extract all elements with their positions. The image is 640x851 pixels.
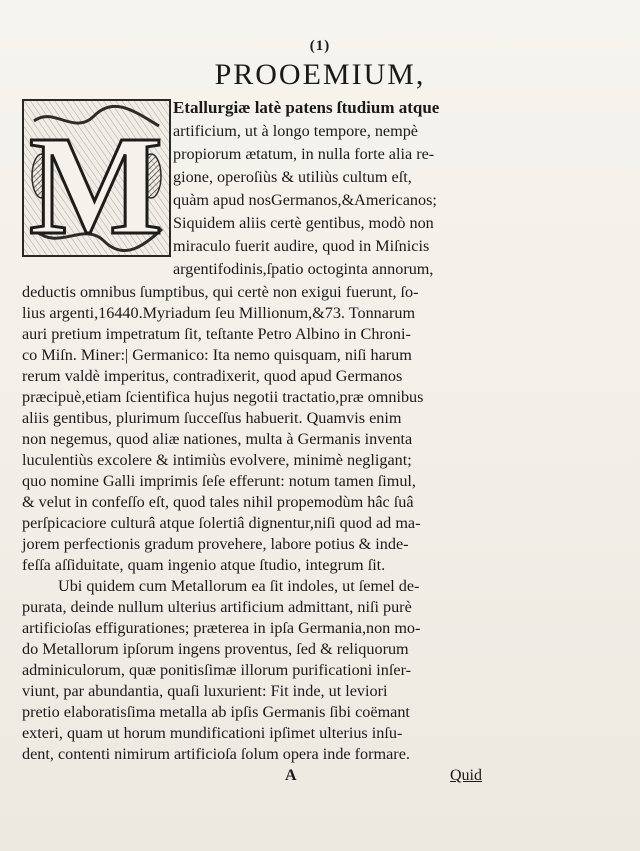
text-line: do Metallorum ipſorum ingens proventus, ſed & reliquorum bbox=[22, 640, 409, 658]
text-line: non negemus, quod aliæ nationes, multa à Germanis inventa bbox=[22, 430, 413, 448]
text-line: artificioſas effigurationes; præterea in ipſa Germania,non mo- bbox=[22, 619, 421, 637]
text-line: quàm apud nosGermanos,&Americanos; bbox=[173, 191, 437, 209]
text-line: aliis gentibus, plurimum ſucceſſus habuerit. Quamvis enim bbox=[22, 409, 402, 427]
page-number: (1) bbox=[309, 38, 331, 54]
text-line: dent, contenti nimirum artificioſa ſolum opera inde formare. bbox=[22, 745, 410, 763]
text-line: adminiculorum, quæ ponitisſimæ illorum purificationi inſer- bbox=[22, 661, 412, 679]
text-line: rerum valdè imperitus, contradixerit, quod apud Germanos bbox=[22, 367, 403, 385]
initial-ornament-graphic bbox=[24, 101, 169, 255]
text-line: artificium, ut à longo tempore, nempè bbox=[173, 122, 418, 140]
text-line: argentifodinis,ſpatio octoginta annorum, bbox=[173, 260, 434, 278]
text-line: jorem perfectionis gradum provehere, labore potius & inde- bbox=[22, 535, 409, 553]
text-line: deductis omnibus ſumptibus, qui certè non exigui fuerunt, ſo- bbox=[22, 283, 419, 301]
text-line: exteri, quam ut horum mundificationi ipſimet ulterius inſu- bbox=[22, 724, 403, 742]
text-line: Etallurgiæ latè patens ſtudium atque bbox=[173, 98, 440, 117]
text-line: propiorum ætatum, in nulla forte alia re- bbox=[173, 145, 435, 163]
signature-mark: A bbox=[285, 767, 297, 784]
page-title: PROOEMIUM, bbox=[214, 58, 426, 91]
text-line: quo nomine Galli imprimis ſeſe efferunt: notum tamen ſimul, bbox=[22, 472, 416, 490]
text-line: & velut in confeſſo eſt, quod tales nihil propemodùm hâc ſuâ bbox=[22, 493, 414, 511]
text-line: purata, deinde nullum ulterius artificium admittant, niſi purè bbox=[22, 598, 412, 616]
text-line: miraculo fuerit audire, quod in Miſnicis bbox=[173, 237, 430, 255]
text-line: gione, operoſiùs & utiliùs cultum eſt, bbox=[173, 168, 412, 186]
text-line: lius argenti,16440.Myriadum ſeu Millionum,&73. Tonnarum bbox=[22, 304, 416, 322]
initial-letter: M bbox=[28, 106, 164, 255]
text-line: Ubi quidem cum Metallorum ea ſit indoles, ut ſemel de- bbox=[58, 577, 420, 595]
text-line: præcipuè,etiam ſcientifica hujus negotii tractatio,præ omnibus bbox=[22, 388, 424, 406]
text-line: Siquidem aliis certè gentibus, modò non bbox=[173, 214, 434, 232]
text-line: feſſa aſſiduitate, quam ingenio atque ſtudio, integrum ſit. bbox=[22, 556, 386, 574]
text-line: luculentiùs excolere & intimiùs evolvere, minimè negligant; bbox=[22, 451, 412, 469]
decorated-initial bbox=[22, 99, 171, 257]
text-line: auri pretium impetratum ſit, teſtante Petro Albino in Chroni- bbox=[22, 325, 411, 343]
text-line: viunt, par abundantia, quaſi luxurient: Fit inde, ut leviori bbox=[22, 682, 388, 700]
catchword: Quid bbox=[450, 767, 482, 784]
text-line: perſpicaciore culturâ atque ſolertiâ dignentur,niſi quod ad ma- bbox=[22, 514, 421, 532]
text-line: pretio elaboratisſima metalla ab ipſis Germanis ſibi coëmant bbox=[22, 703, 410, 721]
text-line: co Miſn. Miner:| Germanico: Ita nemo quisquam, niſi harum bbox=[22, 346, 412, 364]
